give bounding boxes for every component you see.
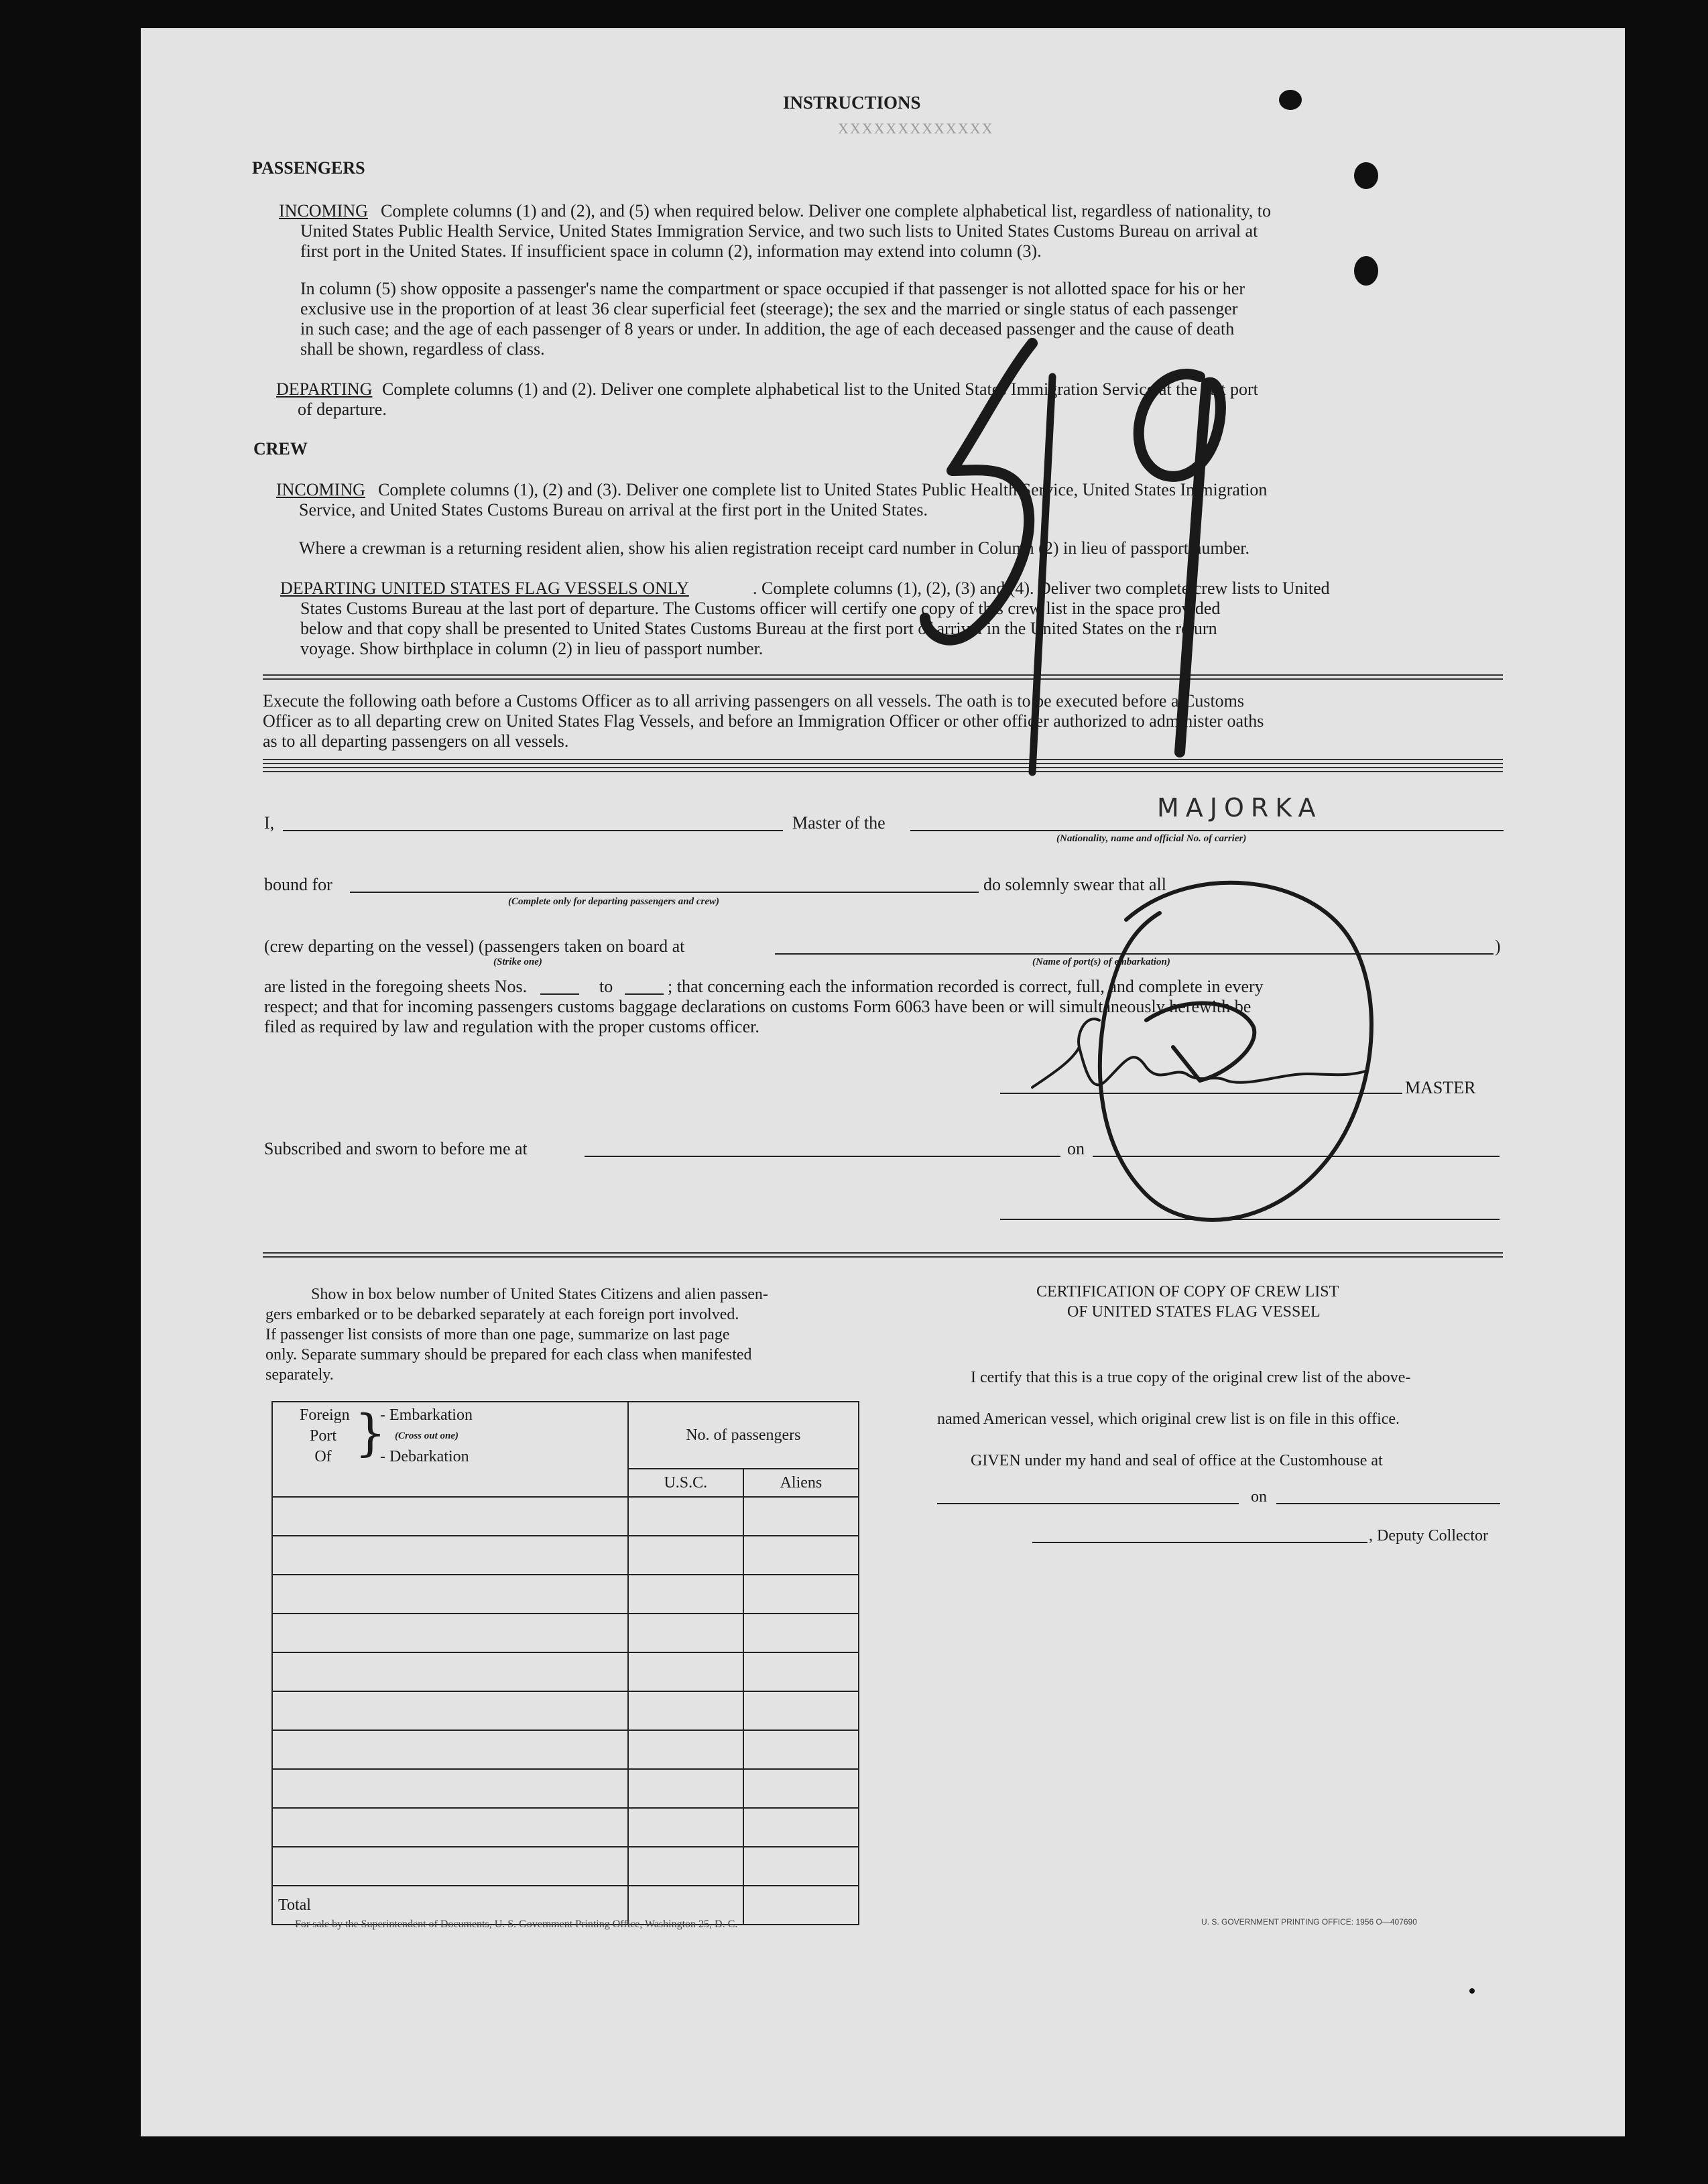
of-label: Of bbox=[314, 1448, 332, 1465]
handwriting-overlay bbox=[141, 28, 1625, 2136]
strike-one-caption: (Strike one) bbox=[493, 957, 542, 967]
passengers-heading: PASSENGERS bbox=[252, 158, 365, 178]
crew-resident-line: Where a crewman is a returning resident alien, show his alien registration receipt card number in Column (2) in lieu of passport number. bbox=[299, 538, 1250, 558]
passengers-incoming-line: first port in the United States. If insufficient space in column (2), information may extend into column (3). bbox=[300, 241, 1042, 261]
passengers-incoming-line: United States Public Health Service, United States Immigration Service, and two such lists to United States Customs Bureau on arrival at bbox=[300, 221, 1258, 241]
crew-departing-line: voyage. Show birthplace in column (2) in lieu of passport number. bbox=[300, 639, 764, 658]
handwritten-nine bbox=[1139, 374, 1221, 752]
listed-text-continued: ; that concerning each the information recorded is correct, full, and complete in every bbox=[668, 977, 1264, 996]
close-paren: ) bbox=[1495, 936, 1501, 956]
bound-for-label: bound for bbox=[264, 875, 332, 894]
summary-note-line: separately. bbox=[265, 1366, 334, 1384]
deputy-collector-label: , Deputy Collector bbox=[1369, 1527, 1488, 1544]
ink-blot bbox=[1354, 162, 1378, 189]
listed-to: to bbox=[599, 977, 613, 996]
embarkation-caption: (Name of port(s) of embarkation) bbox=[1032, 957, 1170, 967]
no-of-passengers-header: No. of passengers bbox=[628, 1402, 859, 1469]
cross-out-note: (Cross out one) bbox=[395, 1431, 459, 1441]
certification-body: named American vessel, which original crew list is on file in this office. bbox=[937, 1410, 1400, 1428]
signature-flourish bbox=[1079, 1019, 1099, 1047]
certification-title: CERTIFICATION OF COPY OF CREW LIST bbox=[1036, 1283, 1339, 1300]
ink-blot bbox=[1354, 256, 1378, 286]
vessel-caption: (Nationality, name and official No. of carrier) bbox=[1056, 833, 1247, 844]
oath-intro-line: Officer as to all departing crew on United States Flag Vessels, and before an Immigration Officer or other officer authorized to administer oaths bbox=[263, 711, 1264, 731]
master-label: MASTER bbox=[1405, 1078, 1476, 1097]
oath-intro-line: Execute the following oath before a Customs Officer as to all arriving passengers on all vessels. The oath is to be executed before a Customs bbox=[263, 691, 1245, 711]
port-label: Port bbox=[309, 1427, 337, 1445]
crew-incoming-label: INCOMING bbox=[276, 480, 365, 499]
crew-departing-line: below and that copy shall be presented to United States Customs Bureau at the first port of arrival in the United States on the return bbox=[300, 619, 1217, 638]
listed-text: are listed in the foregoing sheets Nos. bbox=[264, 977, 528, 996]
certification-given: GIVEN under my hand and seal of office at the Customhouse at bbox=[971, 1452, 1383, 1469]
swear-text: do solemnly swear that all bbox=[983, 875, 1166, 894]
ink-blot bbox=[1279, 90, 1302, 110]
passengers-departing-line: of departure. bbox=[298, 400, 387, 419]
column5-line: in such case; and the age of each passenger of 8 years or under. In addition, the age of each deceased passenger and the cause of death bbox=[300, 319, 1235, 339]
gpo-imprint: U. S. GOVERNMENT PRINTING OFFICE: 1956 O—407690 bbox=[1201, 1917, 1417, 1927]
crew-departing-label: DEPARTING UNITED STATES FLAG VESSELS ONLY bbox=[280, 579, 689, 598]
column5-line: exclusive use in the proportion of at least 36 clear superficial feet (steerage); the sex and the married or single status of each passenger bbox=[300, 299, 1238, 318]
master-of-the-label: Master of the bbox=[792, 813, 886, 833]
certification-body: I certify that this is a true copy of the original crew list of the above- bbox=[971, 1369, 1411, 1386]
circle-mark bbox=[1100, 883, 1371, 1220]
handwritten-slash bbox=[1032, 377, 1052, 772]
oath-line: respect; and that for incoming passengers customs baggage declarations on customs Form 6063 have been or will simultaneously herewith be bbox=[264, 997, 1252, 1016]
debarkation-option[interactable]: - Debarkation bbox=[380, 1448, 469, 1465]
certification-on-label: on bbox=[1251, 1488, 1267, 1506]
crew-departing-text: (crew departing on the vessel) (passengers taken on board at bbox=[264, 936, 685, 956]
circle-inner-mark bbox=[1146, 1004, 1254, 1081]
crew-departing-line: . Complete columns (1), (2), (3) and (4). Deliver two complete crew lists to United bbox=[753, 579, 1330, 598]
oath-i-label: I, bbox=[264, 813, 275, 833]
crew-incoming-line: Complete columns (1), (2) and (3). Deliver one complete list to United States Public Health Service, United States Immigration bbox=[378, 480, 1268, 499]
passengers-incoming-label: INCOMING bbox=[279, 201, 368, 221]
embarkation-option[interactable]: - Embarkation bbox=[380, 1406, 473, 1424]
faint-code: XXXXXXXXXXXXX bbox=[838, 120, 994, 137]
bound-for-caption: (Complete only for departing passengers and crew) bbox=[508, 896, 719, 907]
page-title: INSTRUCTIONS bbox=[783, 93, 921, 113]
handwritten-five bbox=[925, 343, 1032, 640]
subscribed-on-label: on bbox=[1067, 1139, 1085, 1158]
oath-intro-line: as to all departing passengers on all vessels. bbox=[263, 731, 569, 751]
ink-speck bbox=[1469, 1988, 1475, 1994]
document-page bbox=[141, 28, 1625, 2136]
column5-line: In column (5) show opposite a passenger's name the compartment or space occupied if that passenger is not allotted space for his or her bbox=[300, 279, 1245, 298]
certification-title: OF UNITED STATES FLAG VESSEL bbox=[1067, 1303, 1321, 1321]
foreign-label: Foreign bbox=[300, 1406, 350, 1424]
passengers-departing-label: DEPARTING bbox=[276, 379, 373, 399]
passengers-incoming-line: Complete columns (1) and (2), and (5) when required below. Deliver one complete alphabetical list, regardless of nationality, to bbox=[381, 201, 1271, 221]
column5-line: shall be shown, regardless of class. bbox=[300, 339, 545, 359]
total-label-cell: Total bbox=[272, 1886, 628, 1925]
brace-icon: } bbox=[355, 1404, 387, 1462]
summary-note-line: only. Separate summary should be prepared for each class when manifested bbox=[265, 1346, 752, 1363]
crew-heading: CREW bbox=[253, 439, 308, 459]
crew-departing-line: States Customs Bureau at the last port of departure. The Customs officer will certify one copy of this crew list in the space provided bbox=[300, 599, 1221, 618]
aliens-header: Aliens bbox=[743, 1469, 859, 1497]
summary-note-line: Show in box below number of United States Citizens and alien passen- bbox=[311, 1286, 768, 1303]
crew-incoming-line: Service, and United States Customs Bureau on arrival at the first port in the United States. bbox=[299, 500, 928, 520]
usc-header: U.S.C. bbox=[628, 1469, 743, 1497]
summary-note-line: gers embarked or to be debarked separately at each foreign port involved. bbox=[265, 1306, 739, 1323]
subscribed-label: Subscribed and sworn to before me at bbox=[264, 1139, 528, 1158]
passengers-departing-line: Complete columns (1) and (2). Deliver one complete alphabetical list to the United States Immigration Service at the last port bbox=[382, 379, 1258, 399]
oath-line: filed as required by law and regulation with the proper customs officer. bbox=[264, 1017, 759, 1036]
summary-note-line: If passenger list consists of more than one page, summarize on last page bbox=[265, 1326, 730, 1343]
for-sale-note: For sale by the Superintendent of Documents, U. S. Government Printing Office, Washington 25, D. C. bbox=[295, 1919, 738, 1930]
vessel-name-handwritten: MAJORKA bbox=[1157, 793, 1323, 823]
